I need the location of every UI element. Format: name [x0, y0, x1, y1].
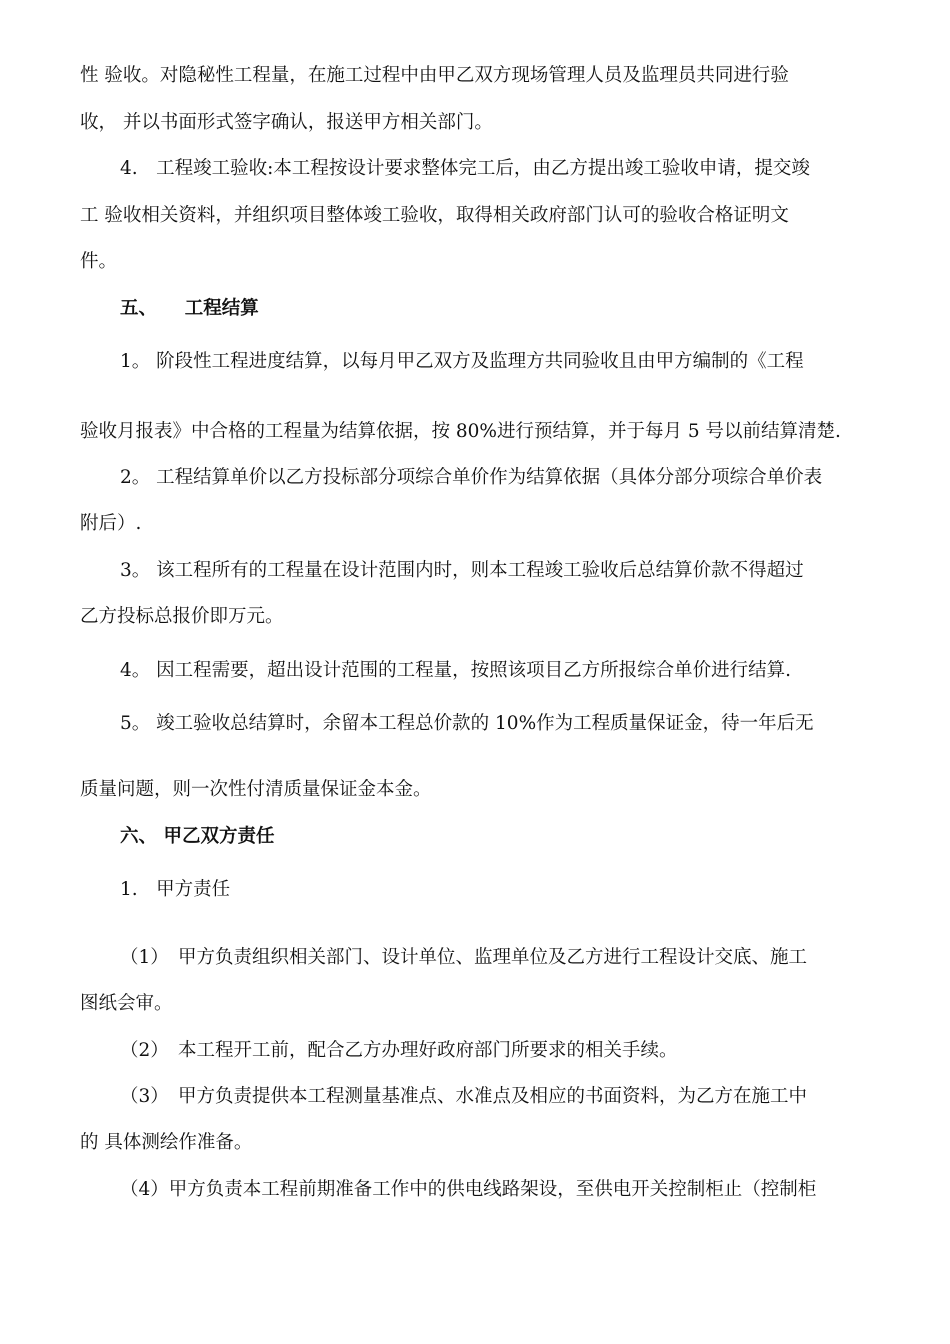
text-line: 4. 工程竣工验收:本工程按设计要求整体完工后，由乙方提出竣工验收申请，提交竣	[120, 158, 810, 179]
text-line: 收， 并以书面形式签字确认，报送甲方相关部门。	[80, 112, 493, 133]
text-line: 图纸会审。	[80, 993, 173, 1014]
text-line: 验收月报表》中合格的工程量为结算依据，按 80%进行预结算，并于每月 5 号以前结算清楚.	[80, 421, 841, 442]
text-line: 5。 竣工验收总结算时，余留本工程总价款的 10%作为工程质量保证金，待一年后无	[120, 713, 814, 734]
section-heading: 五、 工程结算	[120, 298, 259, 319]
text-line: 1. 甲方责任	[120, 879, 231, 900]
text-line: 的 具体测绘作准备。	[80, 1132, 253, 1153]
text-line: 4。 因工程需要，超出设计范围的工程量，按照该项目乙方所报综合单价进行结算.	[120, 660, 792, 681]
text-line: 乙方投标总报价即万元。	[80, 606, 284, 627]
text-line: 1。 阶段性工程进度结算，以每月甲乙双方及监理方共同验收且由甲方编制的《工程	[120, 351, 804, 372]
text-line: 附后）.	[80, 513, 142, 534]
text-line: （3） 甲方负责提供本工程测量基准点、水准点及相应的书面资料，为乙方在施工中	[120, 1086, 808, 1107]
text-line: 件。	[80, 251, 118, 272]
text-line: 2。 工程结算单价以乙方投标部分项综合单价作为结算依据（具体分部分项综合单价表	[120, 467, 823, 488]
text-line: 质量问题，则一次性付清质量保证金本金。	[80, 779, 432, 800]
text-line: 性 验收。对隐秘性工程量，在施工过程中由甲乙双方现场管理人员及监理员共同进行验	[80, 65, 789, 86]
text-line: 工 验收相关资料，并组织项目整体竣工验收，取得相关政府部门认可的验收合格证明文	[80, 205, 789, 226]
text-line: （2） 本工程开工前，配合乙方办理好政府部门所要求的相关手续。	[120, 1040, 678, 1061]
text-line: （1） 甲方负责组织相关部门、设计单位、监理单位及乙方进行工程设计交底、施工	[120, 947, 808, 968]
section-heading: 六、 甲乙双方责任	[120, 826, 275, 847]
text-line: （4）甲方负责本工程前期准备工作中的供电线路架设，至供电开关控制柜止（控制柜	[120, 1179, 817, 1200]
text-line: 3。 该工程所有的工程量在设计范围内时，则本工程竣工验收后总结算价款不得超过	[120, 560, 804, 581]
